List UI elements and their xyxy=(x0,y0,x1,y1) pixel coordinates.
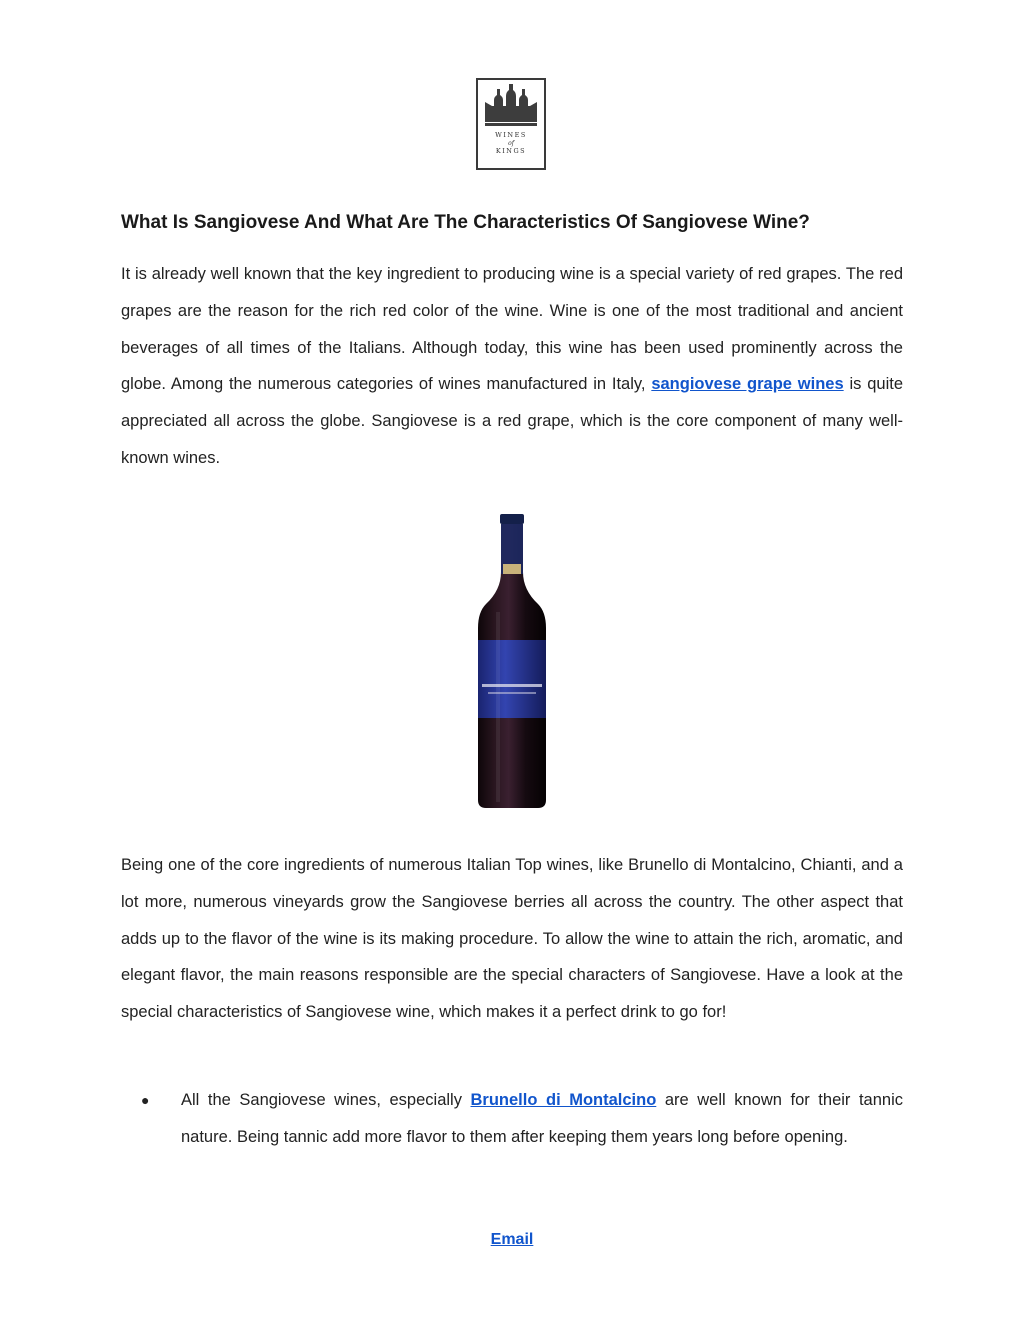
logo-text-of: of xyxy=(508,140,514,147)
logo-text-wines: WINES xyxy=(495,131,527,139)
brunello-di-montalcino-link[interactable]: Brunello di Montalcino xyxy=(470,1091,657,1109)
email-footer xyxy=(0,1229,1024,1251)
crown-bottles-icon xyxy=(478,80,544,130)
wines-of-kings-logo xyxy=(476,78,546,170)
logo-text-kings: KINGS xyxy=(495,147,527,155)
bullet-text-before-link: All the Sangiovese wines, especially xyxy=(181,1091,471,1109)
intro-paragraph xyxy=(121,256,903,477)
wine-bottle-image xyxy=(474,512,550,810)
email-link[interactable]: Email xyxy=(490,1231,534,1248)
bullet-text xyxy=(181,1082,903,1156)
intro-text-before-link: It is already well known that the key ingredient to producing wine is a special variety of red grapes. The red grapes are the reason for the rich red color of the wine. Wine is one of the most traditional and ancient beverages of all times of the Italians. Although today, this wine has been used prominently across the globe. Among the numerous categories of wines manufactured in Italy, xyxy=(121,265,903,394)
characteristics-paragraph: Being one of the core ingredients of numerous Italian Top wines, like Brunello di Montalcino, Chianti, and a lot more, numerous vineyards grow the Sangiovese berries all across the country. The other aspect that adds up to the flavor of the wine is its making procedure. To allow the wine to attain the rich, aromatic, and elegant flavor, the main reasons responsible are the special characters of Sangiovese. Have a look at the special characteristics of Sangiovese wine, which makes it a perfect drink to go for! xyxy=(121,856,903,1022)
bullet-marker: ● xyxy=(141,1092,150,1108)
article-title: What Is Sangiovese And What Are The Characteristics Of Sangiovese Wine? xyxy=(121,212,810,233)
bullet-text-after-link: are well known for their tannic nature. Being tannic add more flavor to them after keeping them years long before opening. xyxy=(181,1091,903,1146)
sangiovese-grape-wines-link[interactable]: sangiovese grape wines xyxy=(651,375,844,394)
intro-text-after-link: is quite appreciated all across the globe. Sangiovese is a red grape, which is the core component of many well-known wines. xyxy=(121,375,904,467)
